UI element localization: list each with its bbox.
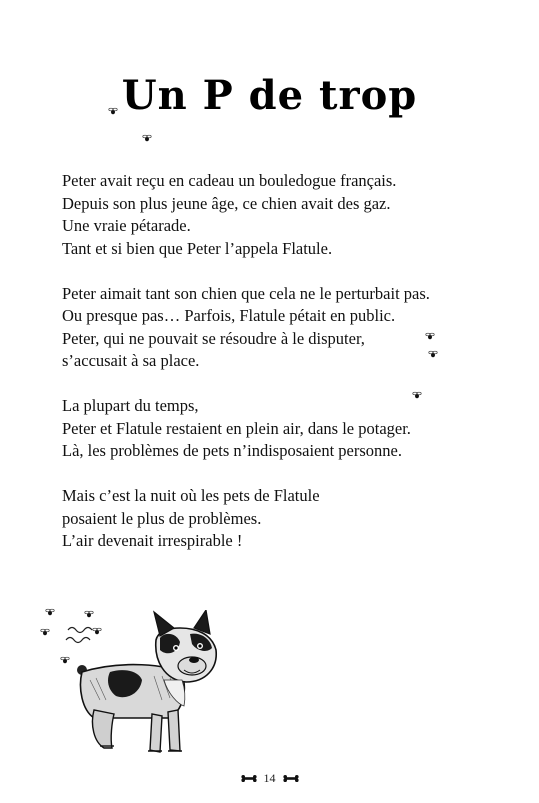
text-line: Une vraie pétarade. (62, 216, 191, 235)
text-line: Peter, qui ne pouvait se résoudre à le disputer, (62, 328, 365, 348)
fly-icon (40, 628, 50, 636)
fly-icon (412, 391, 422, 399)
page-footer (0, 770, 539, 786)
text-line: s’accusait à sa place. (62, 351, 200, 370)
paragraph (62, 283, 482, 373)
french-bulldog-illustration (60, 610, 230, 765)
paragraph (62, 395, 482, 463)
text-line: L’air devenait irrespirable ! (62, 531, 243, 550)
text-line: Mais c’est la nuit où les pets de Flatule (62, 486, 320, 505)
fly-icon (425, 332, 435, 340)
fly-icon (108, 107, 118, 115)
text-line: Tant et si bien que Peter l’appela Flatule. (62, 238, 333, 258)
text-line: Là, les problèmes de pets n’indisposaient personne. (62, 441, 402, 460)
text-line: Ou presque pas… Parfois, Flatule pétait en public. (62, 306, 396, 325)
page-title: Un P de trop (121, 72, 418, 119)
fly-icon (142, 134, 152, 142)
story-text (62, 170, 482, 575)
text-line: Peter et Flatule restaient en plein air, dans le potager. (62, 418, 411, 438)
fly-icon (428, 350, 438, 358)
paragraph (62, 170, 482, 260)
paragraph (62, 485, 482, 553)
text-line: Peter aimait tant son chien que cela ne le perturbait pas. (62, 283, 430, 303)
fly-icon (45, 608, 55, 616)
bone-icon (241, 775, 257, 782)
text-line: Peter avait reçu en cadeau un bouledogue français. (62, 171, 397, 190)
text-line: Depuis son plus jeune âge, ce chien avait des gaz. (62, 193, 391, 213)
text-line: La plupart du temps, (62, 396, 199, 415)
bone-icon (283, 775, 299, 782)
text-line: posaient le plus de problèmes. (62, 508, 262, 528)
page-number: 14 (263, 770, 276, 785)
